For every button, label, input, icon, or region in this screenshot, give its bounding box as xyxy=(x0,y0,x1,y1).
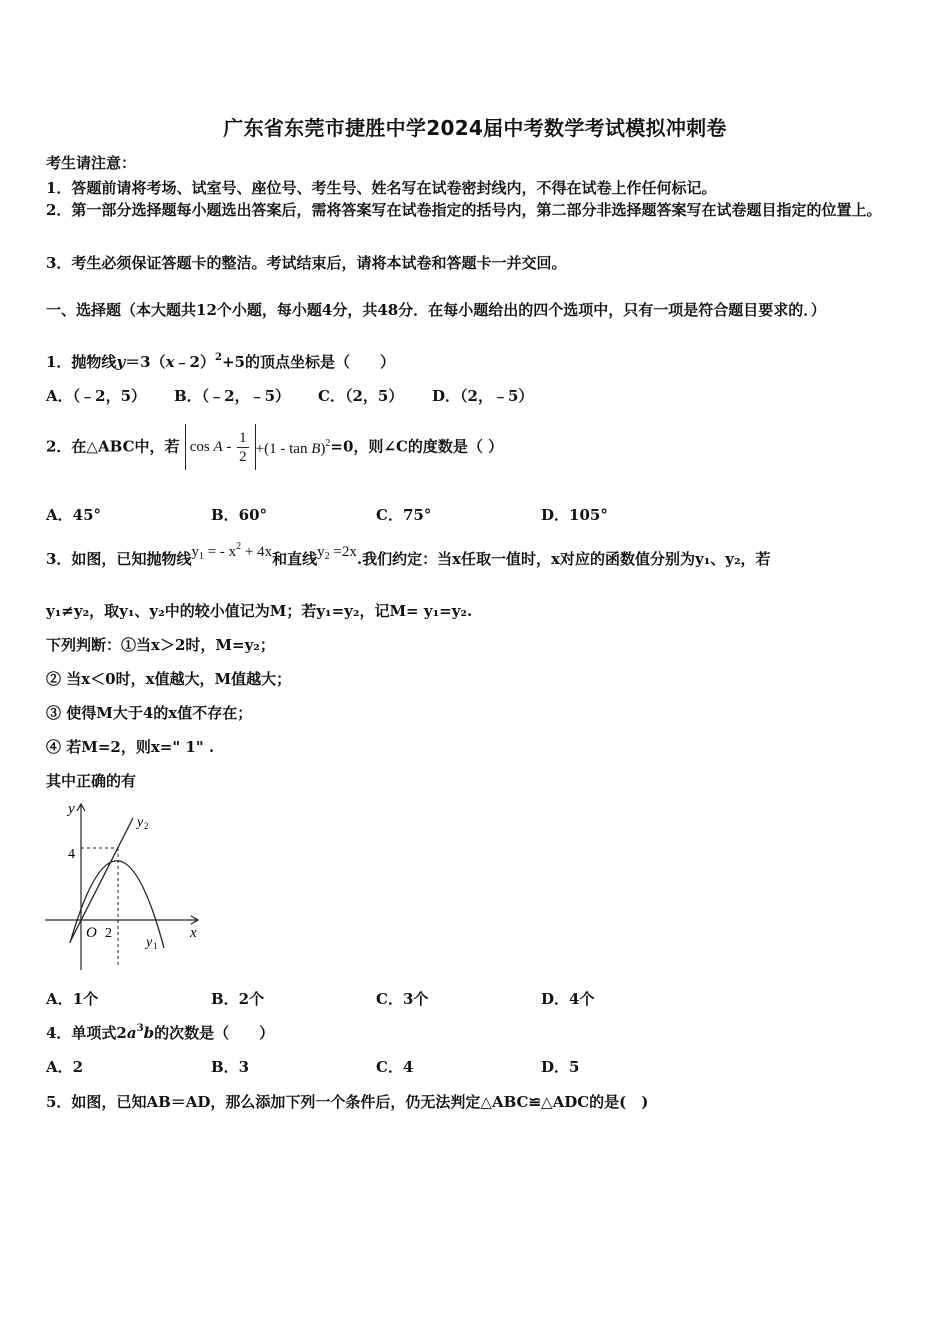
q2-suffix: =0，则∠C的度数是（ ） xyxy=(330,437,504,456)
q4-prefix: 4．单项式2 xyxy=(46,1024,127,1042)
q3-option-a: A．1个 xyxy=(46,990,99,1008)
notice-heading: 考生请注意： xyxy=(46,154,137,172)
q2-tan-part: +(1 - tan xyxy=(255,441,308,457)
q2-option-a: A．45° xyxy=(46,506,102,524)
q3-judgment-4: ④ 若M=2，则x=" 1" . xyxy=(46,738,215,756)
q3-y1-rhs-a: = - x xyxy=(203,544,237,560)
q3-y1-sub: 1 xyxy=(198,551,204,562)
question-4 xyxy=(46,1022,274,1043)
q1-option-d: D．（2，﹣5） xyxy=(432,387,534,405)
q3-judgment-2: ② 当x＜0时，x值越大，M值越大； xyxy=(46,670,292,688)
q3-y1-exp: 2 xyxy=(236,541,242,552)
q2-option-b: B．60° xyxy=(211,506,268,524)
q1-option-c: C．（2，5） xyxy=(318,387,404,405)
q3-mid: 和直线 xyxy=(272,550,318,568)
notice-item-1: 1．答题前请将考场、试室号、座位号、考生号、姓名写在试卷密封线内，不得在试卷上作任何标记。 xyxy=(46,179,717,197)
q1-option-b: B．（﹣2，﹣5） xyxy=(174,387,291,405)
q3-option-b: B．2个 xyxy=(211,990,265,1008)
q4-option-a: A．2 xyxy=(46,1058,84,1076)
q3-judgment-3: ③ 使得M大于4的x值不存在； xyxy=(46,704,253,722)
q3-graph xyxy=(40,798,210,976)
q1-eq-part1: ＝3（ xyxy=(125,353,166,371)
y1-curve-sub: 1 xyxy=(153,941,158,951)
q3-option-c: C．3个 xyxy=(376,990,429,1008)
y2-curve-label: y xyxy=(137,815,144,830)
q1-var-y: y xyxy=(116,353,126,371)
q3-line-2: y₁≠y₂，取y₁、y₂中的较小值记为M；若y₁=y₂，记M= y₁=y₂. xyxy=(46,602,473,620)
q2-minus: - xyxy=(222,438,236,455)
q3-y2-rhs: =2x xyxy=(329,544,357,560)
q2-option-d: D．105° xyxy=(541,506,608,524)
q4-option-b: B．3 xyxy=(211,1058,250,1076)
q2-frac-num: 1 xyxy=(239,429,247,446)
q3-judge-1-text: ①当x＞2时，M=y₂； xyxy=(121,636,275,654)
x-axis-label: x xyxy=(190,925,197,941)
q4-var-a: a xyxy=(126,1024,137,1042)
q3-y1: y xyxy=(191,544,199,560)
section-heading: 一、选择题（本大题共12个小题，每小题4分，共48分．在每小题给出的四个选项中，只有一项是符合题目要求的．） xyxy=(46,301,826,319)
y1-curve-label: y xyxy=(146,935,153,950)
q1-option-a: A．（﹣2，5） xyxy=(46,387,147,405)
q1-suffix: +5的顶点坐标是（ ） xyxy=(221,353,395,371)
notice-item-2: 2．第一部分选择题每小题选出答案后，需将答案写在试卷指定的括号内，第二部分非选择题答案写在试卷题目指定的位置上。 xyxy=(46,201,882,219)
tick-x-2: 2 xyxy=(105,926,112,941)
q3-suffix: .我们约定：当x任取一值时，x对应的函数值分别为y₁、y₂，若 xyxy=(356,550,771,568)
q3-judgment-1 xyxy=(46,634,275,655)
q3-y1-rhs-b: + 4x xyxy=(241,544,273,560)
q4-option-d: D．5 xyxy=(541,1058,580,1076)
q3-prefix: 3．如图，已知抛物线 xyxy=(46,550,192,568)
tick-y-4: 4 xyxy=(68,847,75,862)
q2-fraction xyxy=(237,429,249,466)
q2-cos: cos xyxy=(189,438,210,455)
q1-eq-part2: ﹣2） xyxy=(174,353,215,371)
q1-var-x: x xyxy=(165,353,175,371)
q1-prefix: 1．抛物线 xyxy=(46,353,117,371)
q2-var-b: B xyxy=(311,441,321,457)
q3-y2: y xyxy=(317,544,325,560)
y2-curve-sub: 2 xyxy=(144,821,149,831)
line-y2 xyxy=(70,818,133,942)
q4-exponent: 3 xyxy=(136,1023,144,1034)
q2-exponent: 2 xyxy=(325,438,331,449)
q1-exponent: 2 xyxy=(214,352,222,363)
q4-var-b: b xyxy=(143,1024,155,1042)
q2-frac-den: 2 xyxy=(239,448,247,465)
q3-judge-intro: 下列判断： xyxy=(46,636,122,654)
y-axis-label: y xyxy=(68,801,75,817)
q3-option-d: D．4个 xyxy=(541,990,595,1008)
question-3 xyxy=(46,541,771,570)
q4-option-c: C．4 xyxy=(376,1058,414,1076)
question-2 xyxy=(46,420,503,468)
question-1 xyxy=(46,351,395,372)
notice-item-3: 3．考生必须保证答题卡的整洁。考试结束后，请将本试卷和答题卡一并交回。 xyxy=(46,254,567,272)
q3-ask: 其中正确的有 xyxy=(46,772,137,790)
q2-option-c: C．75° xyxy=(376,506,432,524)
q2-close-paren: ) xyxy=(320,441,326,457)
origin-label: O xyxy=(86,925,97,941)
question-5: 5．如图，已知AB＝AD，那么添加下列一个条件后，仍无法判定△ABC≌△ADC的是( ) xyxy=(46,1093,649,1111)
q2-abs-expression xyxy=(185,424,256,470)
q2-var-a: A xyxy=(213,438,223,455)
q3-y2-sub: 2 xyxy=(324,551,330,562)
q4-suffix: 的次数是（ ） xyxy=(154,1024,275,1042)
exam-title: 广东省东莞市捷胜中学2024届中考数学考试模拟冲刺卷 xyxy=(223,116,727,140)
q2-prefix: 2．在△ABC中，若 xyxy=(46,437,180,456)
